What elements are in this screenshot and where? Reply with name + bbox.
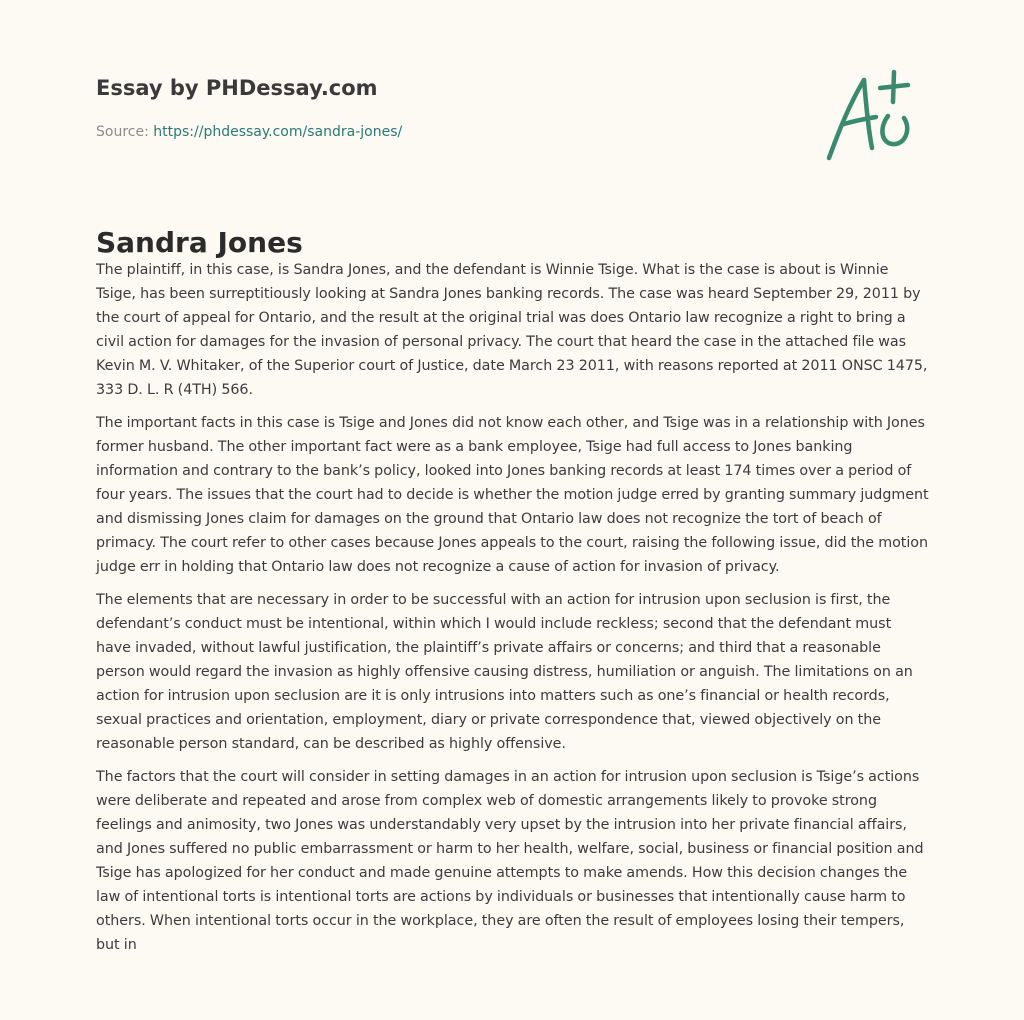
paragraph: The plaintiff, in this case, is Sandra Jones, and the defendant is Winnie Tsige. What is the case is about is Winnie Tsige, has been surreptitiously looking at Sandra Jones banking records. The case was heard September 29, 2011 by the court of appeal for Ontario, and the result at the original trial was does Ontario law recognize a right to bring a civil action for damages for the invasion of personal privacy. The court that heard the case in the attached file was Kevin M. V. Whitaker, of the Superior court of Justice, date March 23 2011, with reasons reported at 2011 ONSC 1475, 333 D. L. R (4TH) 566. — [96, 262, 928, 398]
a-plus-logo-icon — [820, 68, 930, 168]
source-link[interactable]: https://phdessay.com/sandra-jones/ — [153, 124, 403, 140]
essay-body — [96, 258, 930, 966]
paragraph: The factors that the court will consider in setting damages in an action for intrusion upon seclusion is Tsige’s actions were deliberate and repeated and arose from complex web of domestic arrangements likely to provoke strong feelings and animosity, two Jones was understandably very upset by the intrusion into her private financial affairs, and Jones suffered no public embarrassment or harm to her health, welfare, social, business or financial position and Tsige has apologized for her conduct and made genuine attempts to make amends. How this decision changes the law of intentional torts is intentional torts are actions by individuals or businesses that intentionally cause harm to others. When intentional torts occur in the workplace, they are often the result of employees losing their tempers, but in — [96, 769, 924, 953]
site-title: Essay by PHDessay.com — [96, 76, 378, 100]
essay-title: Sandra Jones — [96, 226, 303, 259]
source-label: Source: — [96, 124, 154, 140]
paragraph: The elements that are necessary in order to be successful with an action for intrusion upon seclusion is first, the defendant’s conduct must be intentional, within which I would include reckless; second that the defendant must have invaded, without lawful justification, the plaintiff’s private affairs or concerns; and third that a reasonable person would regard the invasion as highly offensive causing distress, humiliation or anguish. The limitations on an action for intrusion upon seclusion are it is only intrusions into matters such as one’s financial or health records, sexual practices and orientation, employment, diary or private correspondence that, viewed objectively on the reasonable person standard, can be described as highly offensive. — [96, 592, 913, 752]
paragraph: The important facts in this case is Tsige and Jones did not know each other, and Tsige was in a relationship with Jones former husband. The other important fact were as a bank employee, Tsige had full access to Jones banking information and contrary to the bank’s policy, looked into Jones banking records at least 174 times over a period of four years. The issues that the court had to decide is whether the motion judge erred by granting summary judgment and dismissing Jones claim for damages on the ground that Ontario law does not recognize the tort of beach of primacy. The court refer to other cases because Jones appeals to the court, raising the following issue, did the motion judge err in holding that Ontario law does not recognize a cause of action for invasion of privacy. — [96, 415, 929, 575]
source-line — [96, 124, 402, 140]
